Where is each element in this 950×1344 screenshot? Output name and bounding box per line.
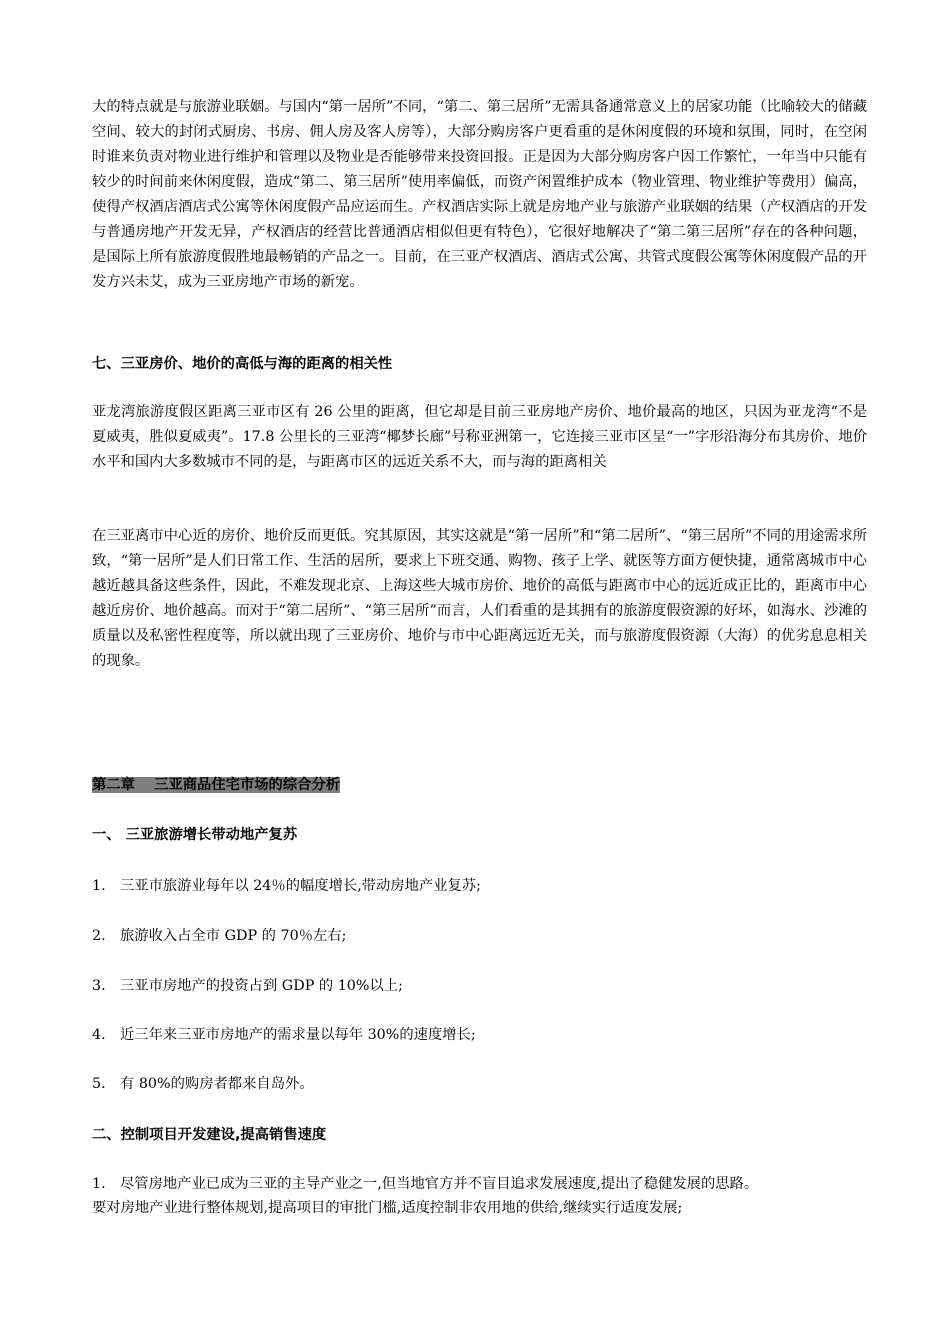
list-item xyxy=(92,1072,882,1096)
list-number: 5. xyxy=(92,1076,106,1092)
list-item xyxy=(92,1023,882,1047)
chapter-2-heading: 第二章 三亚商品住宅市场的综合分析 xyxy=(92,777,341,793)
list-text: 三亚市房地产的投资占到 GDP 的 10%以上; xyxy=(120,978,403,994)
section-heading-7: 七、三亚房价、地价的高低与海的距离的相关性 xyxy=(92,356,393,372)
list-item xyxy=(92,974,882,998)
list-number: 1. xyxy=(92,1176,106,1192)
list-text: 近三年来三亚市房地产的需求量以每年 30%的速度增长; xyxy=(120,1027,476,1043)
chapter-heading-wrapper xyxy=(92,773,867,797)
list-text: 三亚市旅游业每年以 24％的幅度增长,带动房地产业复苏; xyxy=(120,878,481,894)
subsection-heading-1: 一、 三亚旅游增长带动地产复苏 xyxy=(92,827,298,843)
subsection-heading-2: 二、控制项目开发建设,提高销售速度 xyxy=(92,1127,327,1143)
list-number: 1. xyxy=(92,878,106,894)
list-number: 2. xyxy=(92,928,106,944)
list-item xyxy=(92,1172,882,1220)
list-text-continuation: 要对房地产业进行整体规划,提高项目的审批门槛,适度控制非农用地的供给,继续实行适度发展; xyxy=(92,1200,683,1216)
list-item xyxy=(92,874,882,898)
list-text: 尽管房地产业已成为三亚的主导产业之一,但当地官方并不盲目追求发展速度,提出了稳健发展的思路。 xyxy=(120,1176,759,1192)
paragraph-city-center: 在三亚离市中心近的房价、地价反而更低。究其原因，其实这就是“第一居所”和“第二居所”、“第三居所”不同的用途需求所致，“第一居所”是人们日常工作、生活的居所，要求上下班交通、购物、孩子上学、就医等方面方便快捷，通常离城市中心越近越具备这些条件，因此，不难发现北京、上海这些大城市房价、地价的高低与距离市中心的远近成正比的，距离市中心越近房价、地价越高。而对于“第二居所”、“第三居所”而言，人们看重的是其拥有的旅游度假资源的好坏，如海水、沙滩的质量以及私密性程度等，所以就出现了三亚房价、地价与市中心距离远近无关，而与旅游度假资源（大海）的优劣息息相关的现象。 xyxy=(92,528,867,669)
paragraph-yalong-bay: 亚龙湾旅游度假区距离三亚市区有 26 公里的距离，但它却是目前三亚房地产房价、地价最高的地区，只因为亚龙湾“不是夏威夷，胜似夏威夷”。17.8 公里长的三亚湾“椰梦长廊”号称亚洲第一，它连接三亚市区呈“一”字形沿海分布其房价、地价水平和国内大多数城市不同的是，与距离市区的远近关系不大，而与海的距离相关 xyxy=(92,404,867,470)
list-number: 3. xyxy=(92,978,106,994)
list-number: 4. xyxy=(92,1027,106,1043)
list-text: 有 80%的购房者都来自岛外。 xyxy=(120,1076,314,1092)
paragraph-second-home: 大的特点就是与旅游业联姻。与国内“第一居所”不同，“第二、第三居所”无需具备通常意义上的居家功能（比喻较大的储藏空间、较大的封闭式厨房、书房、佣人房及客人房等），大部分购房客户更看重的是休闲度假的环境和氛围，同时，在空闲时谁来负责对物业进行维护和管理以及物业是否能够带来投资回报。正是因为大部分购房客户因工作繁忙，一年当中只能有较少的时间前来休闲度假，造成“第二、第三居所”使用率偏低，而资产闲置维护成本（物业管理、物业维护等费用）偏高，使得产权酒店酒店式公寓等休闲度假产品应运而生。产权酒店实际上就是房地产业与旅游产业联姻的结果（产权酒店的开发与普通房地产开发无异，产权酒店的经营比普通酒店相似但更有特色），它很好地解决了“第二第三居所”存在的各种问题，是国际上所有旅游度假胜地最畅销的产品之一。目前，在三亚产权酒店、酒店式公寓、共管式度假公寓等休闲度假产品的开发方兴未艾，成为三亚房地产市场的新宠。 xyxy=(92,99,867,290)
list-text: 旅游收入占全市 GDP 的 70％左右; xyxy=(120,928,347,944)
list-item xyxy=(92,924,882,948)
